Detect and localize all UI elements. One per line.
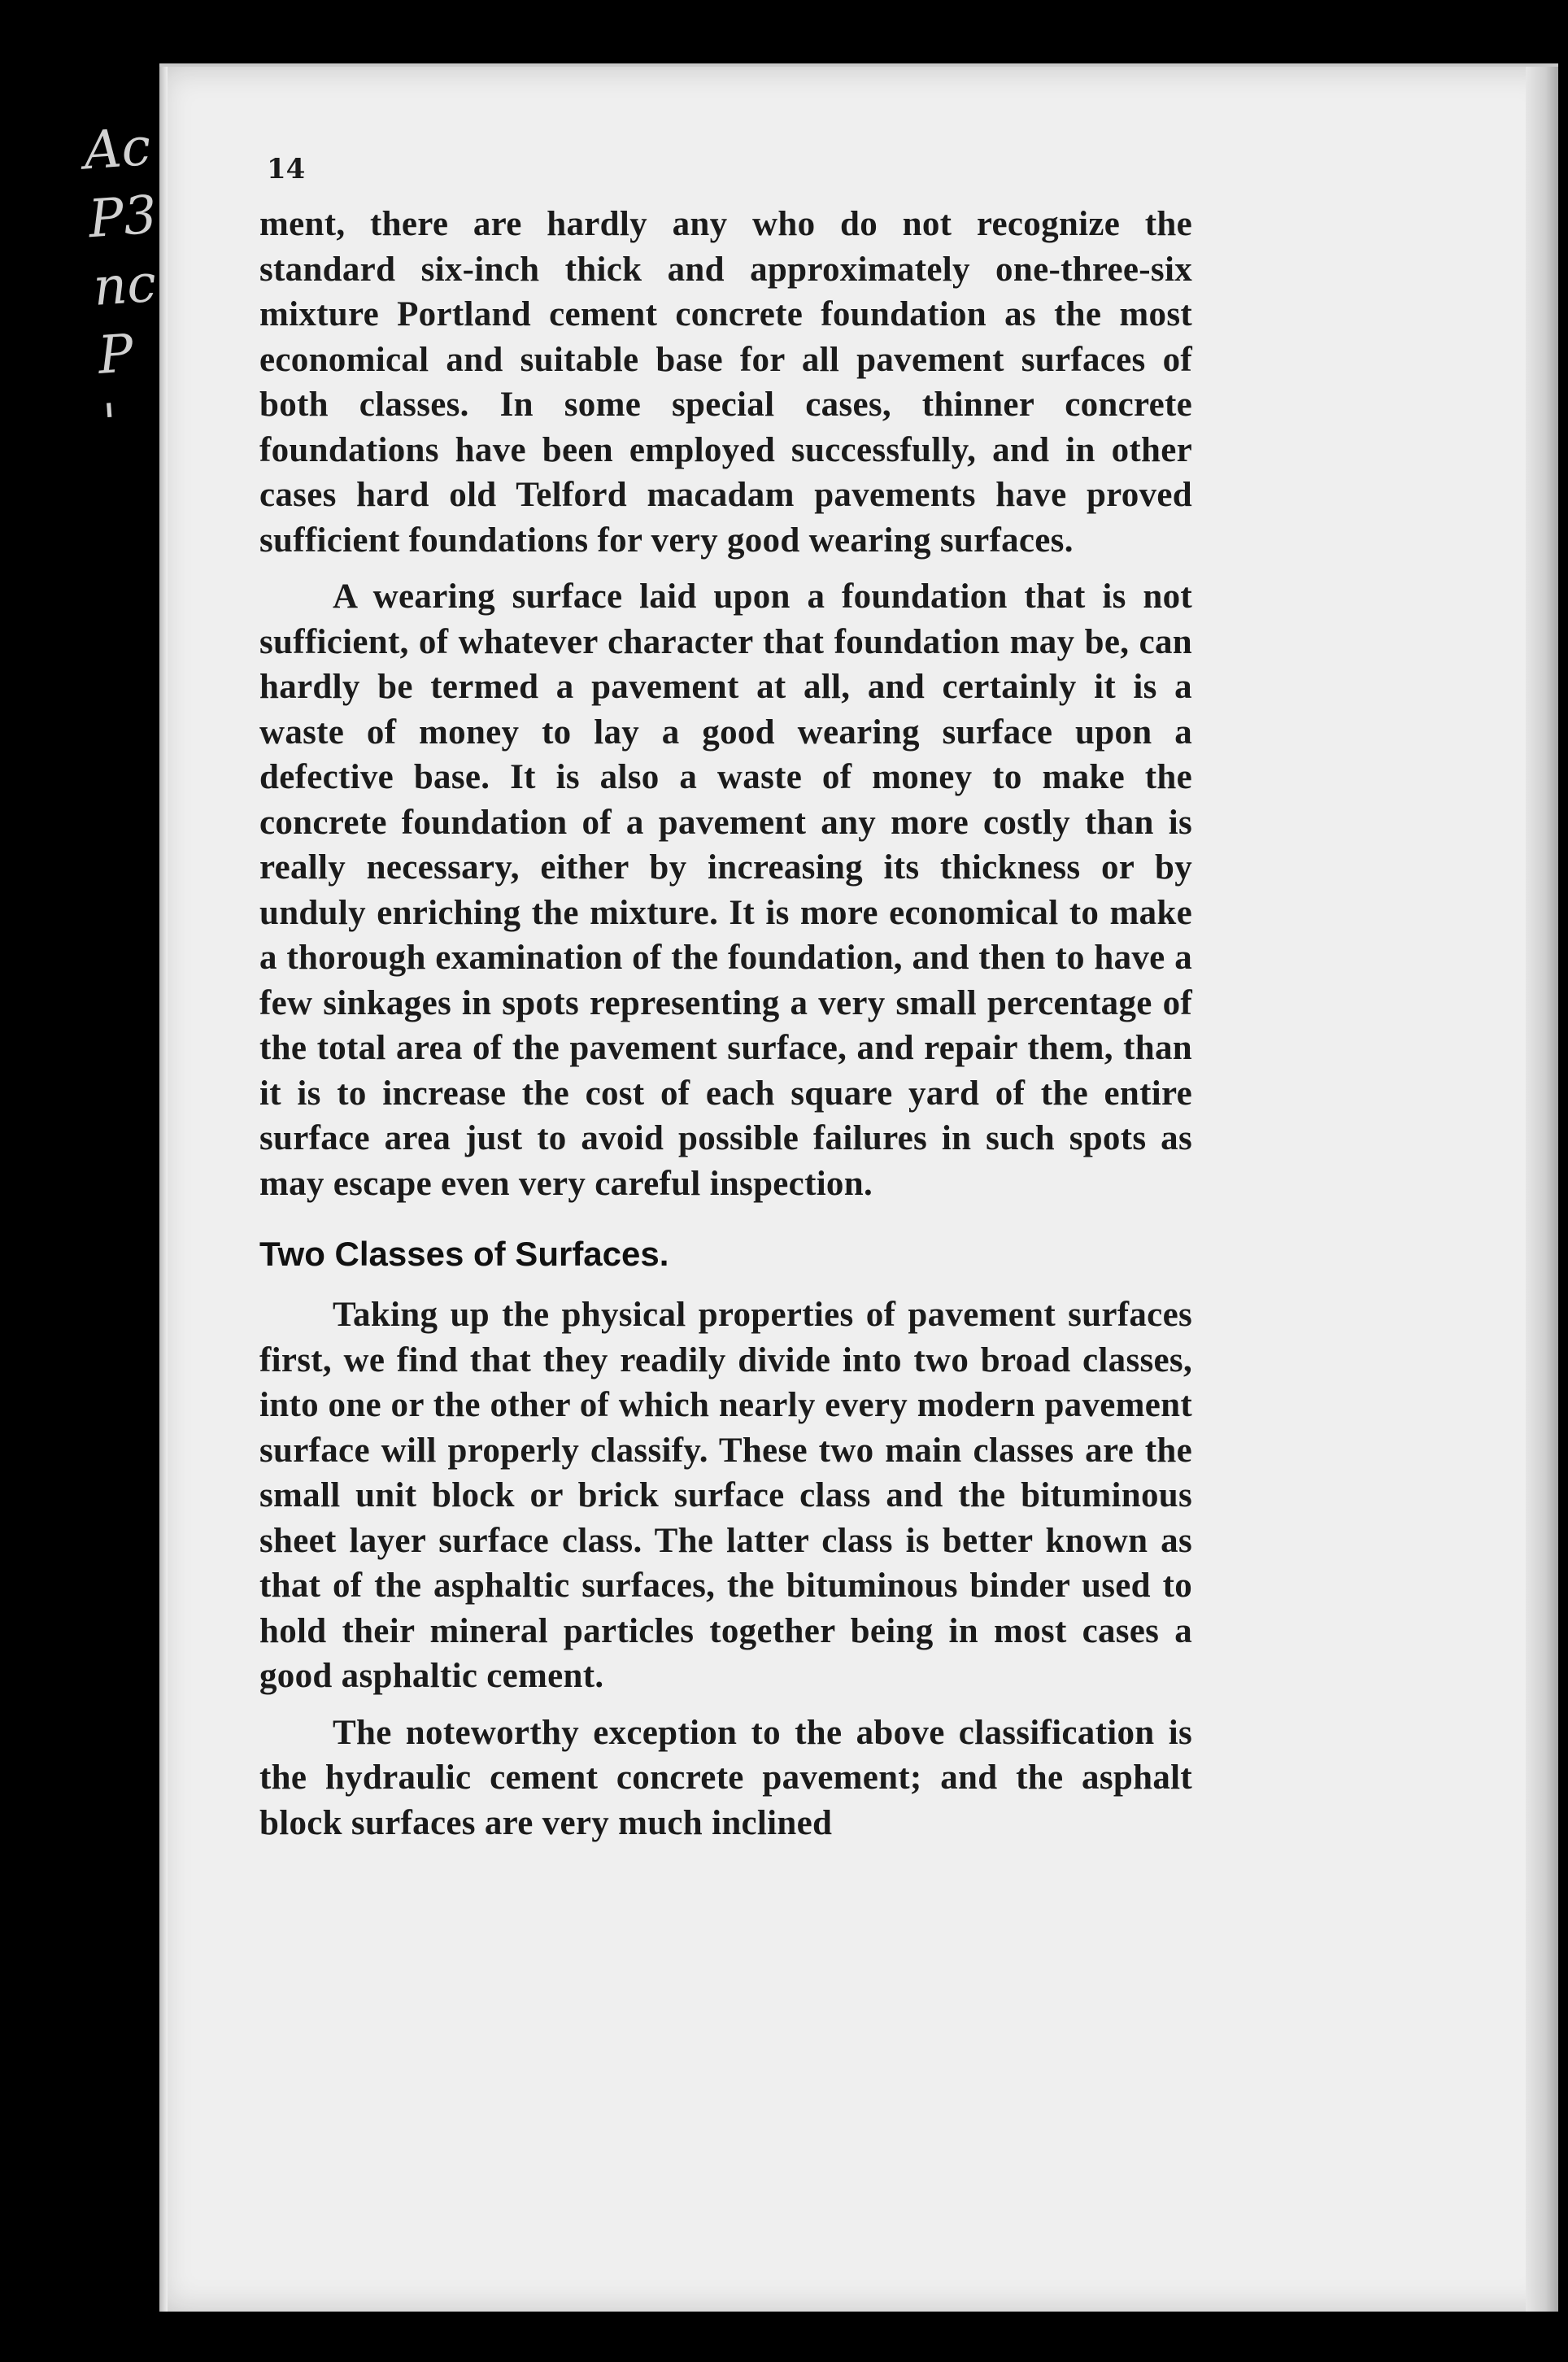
paragraph-physical-properties: Taking up the physical properties of pavement surfaces first, we find that they readily divide into two broad classes, into one or the other of which nearly every modern pavement surface will properly classify. These two main classes are the small unit block or brick surface class and the bituminous sheet layer surface class. The latter class is better known as that of the asphaltic surfaces, the bituminous binder used to hold their mineral particles together being in most cases a good asphaltic cement.	[259, 1296, 1192, 1695]
paragraph-exception: The noteworthy exception to the above classification is the hydraulic cement concrete pavement; and the asphalt block surfaces are very much inclined	[259, 1713, 1192, 1842]
paragraph-wearing-surface: A wearing surface laid upon a foundation that is not sufficient, of whatever character that foundation may be, can hardly be termed a pavement at all, and certainly it is a waste of money to lay a good wearing surface upon a defective base. It is also a waste of money to make the concrete foundation of a pavement any more costly than is really necessary, either by increasing its thickness or by unduly enriching the mixture. It is more economical to make a thorough examination of the foundation, and then to have a few sinkages in spots representing a very small percentage of the total area of the pavement surface, and repair them, than it is to increase the cost of each square yard of the entire surface area just to avoid possible failures in such spots as may escape even very careful inspection.	[259, 577, 1192, 1203]
section-heading: Two Classes of Surfaces.	[259, 1235, 669, 1273]
margin-note-line: '	[101, 393, 120, 455]
margin-note-line: P	[96, 323, 136, 386]
margin-note-line: Ac	[81, 116, 153, 182]
margin-note-line: P3	[86, 185, 159, 251]
page-number: 14	[267, 153, 306, 185]
page-body-text	[259, 202, 1192, 1846]
margin-note-line: nc	[91, 253, 159, 318]
page-edge-right	[1526, 67, 1558, 2312]
paragraph-continuation: ment, there are hardly any who do not recognize the standard six-inch thick and approximately one-three-six mixture Portland cement concrete foundation as the most economical and suitable base for all pavement surfaces of both classes. In some special cases, thinner concrete foundations have been employed successfully, and in other cases hard old Telford macadam pavements have proved sufficient foundations for very good wearing surfaces.	[259, 205, 1192, 560]
page-edge-left	[159, 67, 168, 2312]
